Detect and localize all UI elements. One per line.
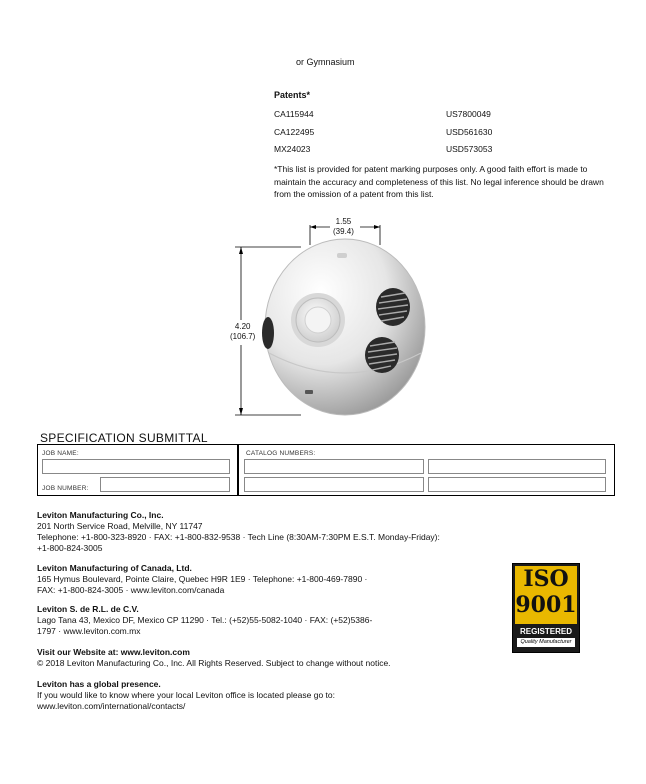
width-dimension: 1.55 (39.4) [333,217,354,236]
website-link[interactable]: Visit our Website at: www.leviton.com [37,647,190,657]
catalog-number-field[interactable] [244,477,424,492]
patent-disclaimer: *This list is provided for patent marking purposes only. A good faith effort is made to maintain the accuracy and completeness of this list. No legal inference should be drawn from the omission of a patent from this list. [274,164,604,199]
company-contact: +1-800-824-3005 [37,543,103,553]
catalog-number-field[interactable] [428,459,606,474]
company-contact: 1797 · www.leviton.com.mx [37,626,141,636]
catalog-number-field[interactable] [244,459,424,474]
company-name: Leviton Manufacturing Co., Inc. [37,510,164,520]
catalog-number-field[interactable] [428,477,606,492]
patent-item: MX24023 [274,144,311,154]
job-name-label: JOB NAME: [42,450,79,457]
company-contact: Telephone: +1-800-323-8920 · FAX: +1-800-832-9538 · Tech Line (8:30AM-7:30PM E.S.T. Monday-Friday): [37,532,440,542]
job-number-field[interactable] [100,477,230,492]
company-block-mexico [37,604,417,637]
patent-item: US7800049 [446,109,491,119]
company-name: Leviton S. de R.L. de C.V. [37,604,139,614]
height-dimension: 4.20 (106.7) [230,322,256,341]
job-name-field[interactable] [42,459,230,474]
patent-item: USD573053 [446,144,493,154]
company-block-us [37,510,477,554]
section-caption: or Gymnasium [296,57,355,67]
company-address: 165 Hymus Boulevard, Pointe Claire, Quebec H9R 1E9 · Telephone: +1-800-469-7890 · [37,574,368,584]
sensor-illustration [225,215,435,425]
company-address: Lago Tana 43, Mexico DF, Mexico CP 11290 · Tel.: (+52)55-5082-1040 · FAX: (+52)5386- [37,615,373,625]
catalog-numbers-label: CATALOG NUMBERS: [246,450,316,457]
patent-item: USD561630 [446,127,493,137]
company-contact: FAX: +1-800-824-3005 · www.leviton.com/canada [37,585,225,595]
patent-item: CA115944 [274,109,314,119]
iso-badge-quality: Quality Manufacturer [517,638,575,647]
contacts-link[interactable]: www.leviton.com/international/contacts/ [37,701,186,711]
patents-title: Patents* [274,90,311,100]
global-presence-text: If you would like to know where your local Leviton office is located please go to: [37,690,335,700]
spec-divider [237,444,239,496]
iso-badge-text: ISO [523,566,569,592]
company-block-canada [37,563,417,596]
company-address: 201 North Service Road, Melville, NY 11747 [37,521,203,531]
global-presence-title: Leviton has a global presence. [37,679,161,689]
global-presence-block [37,679,477,712]
patent-item: CA122495 [274,127,315,137]
iso-badge-text: 9001 [515,592,577,618]
job-number-label: JOB NUMBER: [42,485,89,492]
copyright-text: © 2018 Leviton Manufacturing Co., Inc. All Rights Reserved. Subject to change without notice. [37,658,391,668]
website-block [37,647,477,669]
iso-9001-badge [512,563,580,653]
spec-submittal-title: SPECIFICATION SUBMITTAL [40,431,208,445]
iso-badge-registered: REGISTERED [519,627,572,636]
company-name: Leviton Manufacturing of Canada, Ltd. [37,563,192,573]
